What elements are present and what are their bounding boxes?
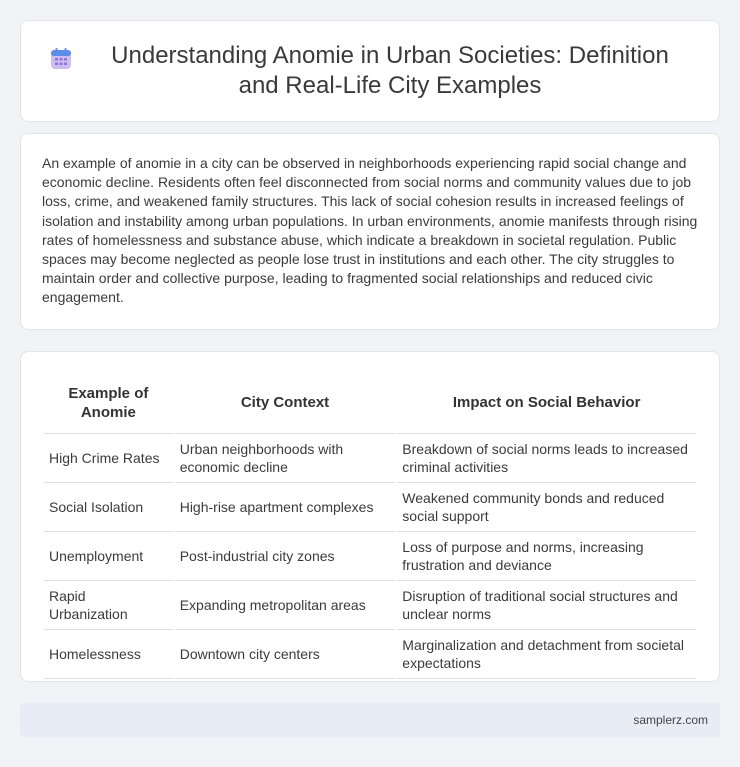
table-cell: Marginalization and detachment from societal expectations: [397, 630, 696, 679]
table-row: [44, 483, 696, 532]
table-cell: Social Isolation: [44, 483, 173, 532]
intro-card: [20, 133, 720, 330]
table-cell: High Crime Rates: [44, 434, 173, 483]
table-row: [44, 581, 696, 630]
table-cell: Disruption of traditional social structures and unclear norms: [397, 581, 696, 630]
intro-paragraph: An example of anomie in a city can be observed in neighborhoods experiencing rapid social change and economic decline. Residents often feel disconnected from social norms and community values due to job loss, crime, and weakened family structures. This lack of social cohesion results in increased feelings of isolation and instability among urban populations. In urban environments, anomie manifests through rising rates of homelessness and substance abuse, which indicate a breakdown in societal regulation. Public spaces may become neglected as people lose trust in institutions and each other. The city struggles to maintain order and collective purpose, leading to fragmented social relationships and reduced civic engagement.: [42, 155, 698, 306]
table-row: [44, 532, 696, 581]
column-header-impact: Impact on Social Behavior: [397, 372, 696, 434]
page-title: Understanding Anomie in Urban Societies: Definition and Real-Life City Examples: [111, 42, 669, 99]
table-cell: Unemployment: [44, 532, 173, 581]
table-cell: Breakdown of social norms leads to increased criminal activities: [397, 434, 696, 483]
table-cell: High-rise apartment complexes: [175, 483, 396, 532]
table-cell: Rapid Urbanization: [44, 581, 173, 630]
table-cell: Post-industrial city zones: [175, 532, 396, 581]
table-cell: Weakened community bonds and reduced social support: [397, 483, 696, 532]
anomie-table: [42, 372, 698, 679]
column-header-context: City Context: [175, 372, 396, 434]
calendar-icon: [49, 47, 73, 71]
title-card: [20, 20, 720, 122]
footer-site-link[interactable]: samplerz.com: [633, 713, 708, 727]
table-cell: Loss of purpose and norms, increasing frustration and deviance: [397, 532, 696, 581]
table-row: [44, 630, 696, 679]
table-header-row: [44, 372, 696, 434]
table-cell: Expanding metropolitan areas: [175, 581, 396, 630]
table-row: [44, 434, 696, 483]
table-cell: Urban neighborhoods with economic decline: [175, 434, 396, 483]
table-cell: Homelessness: [44, 630, 173, 679]
table-card: [20, 351, 720, 682]
table-cell: Downtown city centers: [175, 630, 396, 679]
footer-bar: [20, 703, 720, 737]
column-header-example: Example of Anomie: [44, 372, 173, 434]
